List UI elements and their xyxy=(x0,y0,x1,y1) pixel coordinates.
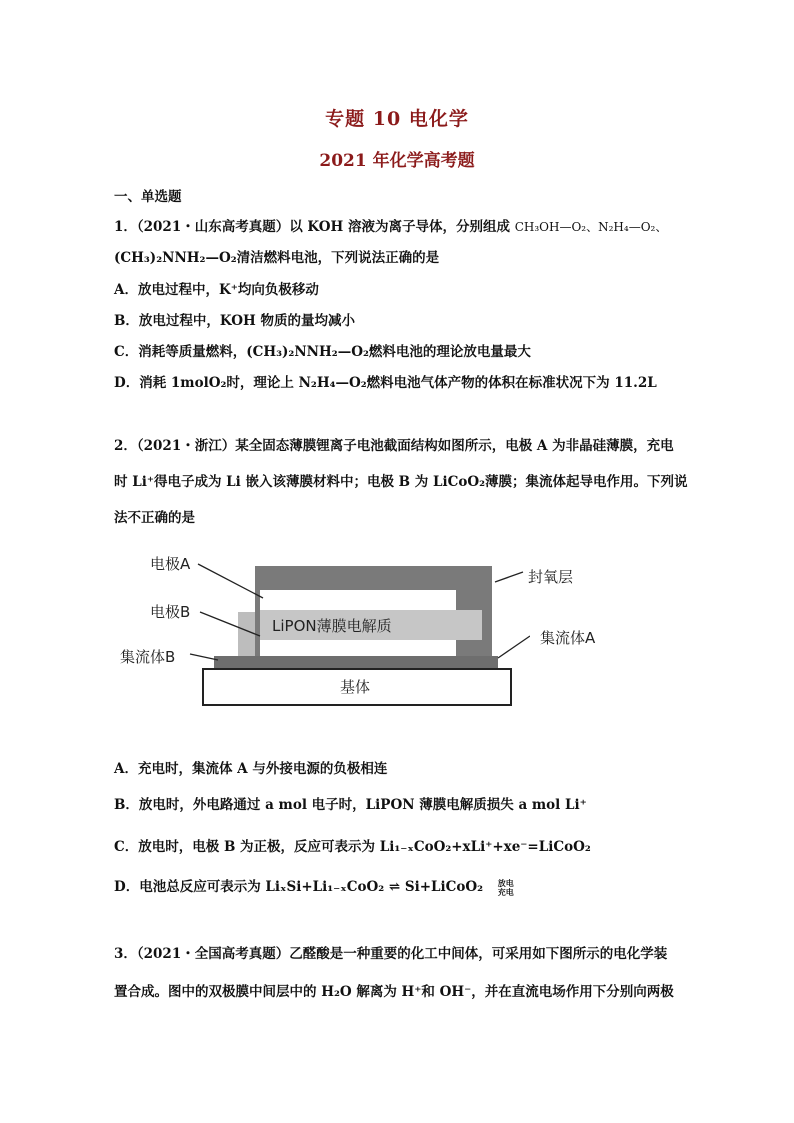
q1-stem-text-2: (CH₃)₂NNH₂—O₂清洁燃料电池，下列说法正确的是 xyxy=(114,250,440,266)
q1-stem-formulas: CH₃OH—O₂、N₂H₄—O₂、 xyxy=(514,220,668,234)
reaction-arrow-labels xyxy=(498,879,514,897)
q3-stem-line2: 置合成。图中的双极膜中间层中的 H₂O 解离为 H⁺和 OH⁻，并在直流电场作用下分别向两极 xyxy=(114,984,674,1000)
q2-option-b: B．放电时，外电路通过 a mol 电子时，LiPON 薄膜电解质损失 a mol Li⁺ xyxy=(114,797,587,813)
q3-stem-line1: 3．（2021・全国高考真题）乙醛酸是一种重要的化工中间体，可采用如下图所示的电化学装 xyxy=(114,946,668,962)
electrode-b-leader xyxy=(200,612,260,636)
q1-stem-line1 xyxy=(114,218,667,236)
q1-option-a: A．放电过程中，K⁺均向负极移动 xyxy=(114,282,319,298)
q1-stem-text: 1．（2021・山东高考真题）以 KOH 溶液为离子导体，分别组成 xyxy=(114,219,515,235)
collector-b-label: 集流体B xyxy=(120,648,176,666)
oxygen-layer-label: 封氧层 xyxy=(528,568,574,586)
document-subtitle: 2021 年化学高考题 xyxy=(319,151,475,171)
collector-a-label: 集流体A xyxy=(540,629,596,647)
q2-stem-line3: 法不正确的是 xyxy=(114,510,195,526)
q2-option-d-text: D．电池总反应可表示为 LiₓSi+Li₁₋ₓCoO₂ ⇌ Si+LiCoO₂ xyxy=(114,879,484,895)
electrode-a-leader xyxy=(198,564,263,598)
electrolyte-label: LiPON薄膜电解质 xyxy=(272,617,392,635)
electrode-a-label: 电极A xyxy=(150,555,191,573)
battery-cross-section-diagram xyxy=(110,548,530,718)
arrow-top-label: 放电 xyxy=(497,877,514,888)
q2-stem-line1: 2．（2021・浙江）某全固态薄膜锂离子电池截面结构如图所示，电极 A 为非晶硅薄膜，充电 xyxy=(114,438,674,454)
substrate-label: 基体 xyxy=(340,678,371,696)
q2-stem-line2: 时 Li⁺得电子成为 Li 嵌入该薄膜材料中；电极 B 为 LiCoO₂薄膜；集流体起导电作用。下列说 xyxy=(114,474,688,490)
collector-a-leader xyxy=(498,636,530,658)
q2-option-d xyxy=(114,878,514,897)
oxygen-layer-leader xyxy=(495,572,523,582)
q1-option-c: C．消耗等质量燃料，(CH₃)₂NNH₂—O₂燃料电池的理论放电量最大 xyxy=(114,344,531,360)
q1-stem-line2 xyxy=(114,249,439,267)
q1-option-d: D．消耗 1molO₂时，理论上 N₂H₄—O₂燃料电池气体产物的体积在标准状况下为 11.2L xyxy=(114,375,657,391)
q2-option-a: A．充电时，集流体 A 与外接电源的负极相连 xyxy=(114,761,388,777)
section-heading: 一、单选题 xyxy=(114,189,182,205)
q1-option-b: B．放电过程中，KOH 物质的量均减小 xyxy=(114,313,355,329)
arrow-bottom-label: 充电 xyxy=(497,886,514,897)
q2-option-c: C．放电时，电极 B 为正极，反应可表示为 Li₁₋ₓCoO₂+xLi⁺+xe⁻=LiCoO₂ xyxy=(114,839,591,855)
electrode-b-label: 电极B xyxy=(150,603,191,621)
document-title: 专题 10 电化学 xyxy=(325,108,469,130)
collector-b-leader xyxy=(190,654,218,660)
